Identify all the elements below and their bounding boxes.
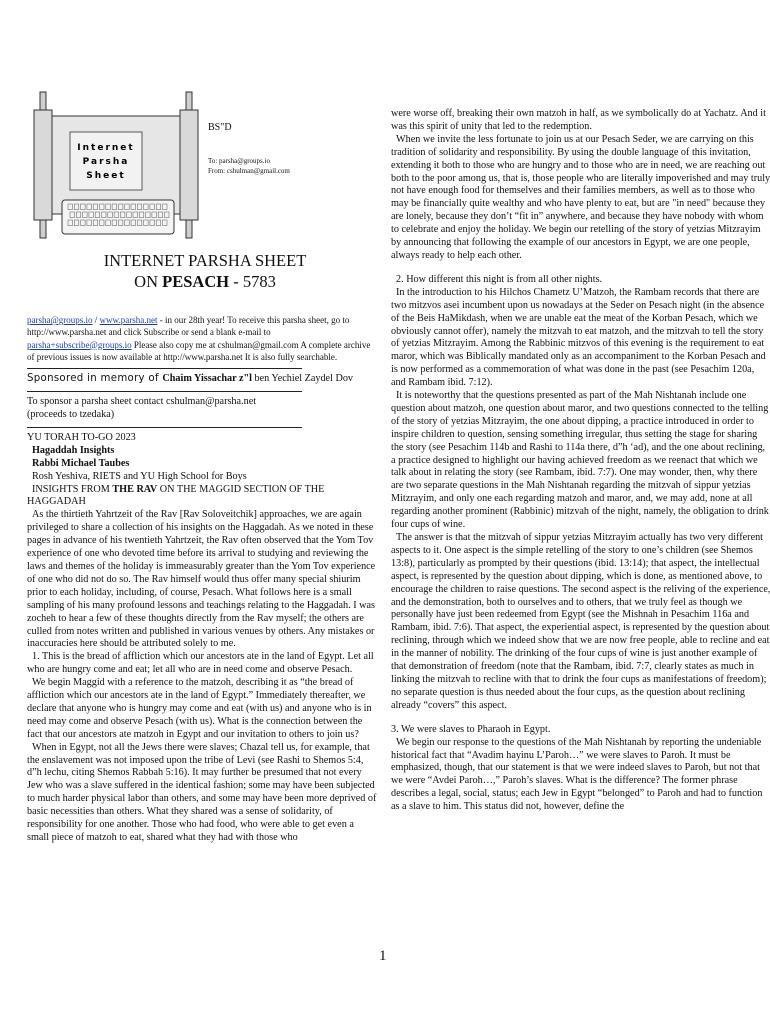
paragraph: The answer is that the mitzvah of sippur yetzias Mitzrayim actually has two very different aspects to it. One aspect is the simple retelling of the story to one’s children (see Shemos 13:8), particularly as prompted by their questions (ibid. 13:14); that aspect, the intellectual aspect, is represented by the question about dipping, which is done, as mentioned above, to encourage the children to raise questions. The second aspect is the reliving of the experience, and the demonstration, both to ourselves and to others, that we truly feel as though we personally have just been redeemed from Egypt (see the Mishnah in Pesachim 116a and Rambam, ibid. 7:6). That aspect, the experiential aspect, is represented by the question about reclining, through which we indeed show that we are now free people, able to recline and eat in the manner of nobility. The drinking of the four cups of wine is just another example of that demonstration of freedom (note that the Rambam, ibid. 7:7, clearly states as much in linking the mitzvah to recline with that to drink the four cups as manifestations of freedom); no separate question is thus needed about the four cups, as the question about reclining already “covers” this aspect. bbox=[391, 532, 770, 711]
article-subtitle: INSIGHTS FROM THE RAV ON THE MAGGID SECTION OF THE HAGGADAH bbox=[27, 483, 325, 508]
divider bbox=[27, 422, 302, 428]
paragraph: In the introduction to his Hilchos Chametz U’Matzoh, the Rambam records that there are two mitzvos asei incumbent upon us nowadays at the Seder on Pesach night (in the absence of the Beis HaMikdash, when we are unable eat the meat of the Korban Pesach, which we obviously cannot offer), namely the mitzvah to eat matzoh, and the mitzvah to tell the story of yetzias Mitzrayim. Among the Rabbinic mitzvos of this evening is the requirement to eat maror, which was Biblically mandated only as an accompaniment to the Korban Pesach and is now performed as a commemoration of what was done in the past (see Pesachim 120a, and Rambam ibid. 7:12). bbox=[391, 286, 766, 389]
author-affiliation: Rosh Yeshiva, RIETS and YU High School for Boys bbox=[32, 470, 247, 482]
paragraph: We begin our response to the questions of the Mah Nishtanah by reporting the undeniable historical fact that “Avadim hayinu L’Paroh…” we were slaves to Paroh. It must be emphasized, though, that our statement is that we were indeed slaves to Paroh, but not that we were “Avdei Paroh…,” Paroh’s slaves. What is the difference? The former phrase describes a legal, social, status; each Jew in Egypt “belonged” to Paroh and had to function as a slave to him. This status did not, however, define the bbox=[391, 736, 763, 813]
from-line: From: cshulman@gmail.com bbox=[208, 167, 290, 175]
article-author: Rabbi Michael Taubes bbox=[32, 457, 130, 469]
article-source: YU TORAH TO-GO 2023 bbox=[27, 431, 136, 443]
divider bbox=[27, 386, 302, 392]
logo-line-2: Parsha bbox=[82, 157, 130, 167]
paragraph: were worse off, breaking their own matzoh in half, as we symbolically do at Yachatz. And it was this spirit of unity that led to the redemption. bbox=[391, 108, 766, 132]
sponsor-line-1: To sponsor a parsha sheet contact cshulman@parsha.net bbox=[27, 396, 257, 408]
memory-line: Sponsored in memory of Chaim Yissachar z"l ben Yechiel Zaydel Dov bbox=[27, 373, 354, 385]
page-number: 1 bbox=[379, 948, 387, 964]
parsha-net-link[interactable]: www.parsha.net bbox=[99, 315, 158, 325]
paragraph: When we invite the less fortunate to join us at our Pesach Seder, we are carrying on this tradition of solidarity and responsibility. By using the double language of this invitation, extending it both to those who are hungry and to those who are in need, we are reaching out both to the poor among us, that is, those people who are literally impoverished and may truly not have enough food for themselves and their families members, as well as to those who may be financially quite wealthy and who have plenty to eat, but are "in need" because they are lonely, because they don’t “fit in” anywhere, and because they have nobody with whom to celebrate and enjoy the holiday. We begin our retelling of the story of yetzias Mitzrayim by announcing that following the example of our ancestors in Egypt, we are one people, always ready to help each other. bbox=[391, 133, 770, 261]
divider bbox=[27, 363, 302, 369]
page-title bbox=[60, 250, 350, 292]
subscribe-link[interactable]: parsha+subscribe@groups.io bbox=[27, 339, 132, 350]
logo-line-3: Sheet bbox=[86, 171, 126, 181]
left-column bbox=[27, 314, 377, 845]
parsha-groups-link[interactable]: parsha@groups.io bbox=[27, 315, 93, 325]
paragraph: It is noteworthy that the questions presented as part of the Mah Nishtanah include one question about matzoh, one question about maror, and two questions connected to the telling of the story of yetzias Mitzrayim, the one about dipping, a practice introduced in order to inspire children to question, sensing something irregular, thus setting the stage for sharing the story (see Pesachim 114b and Rashi to 114a there, d”h ‘ad), and the one about reclining, a practice designed to highlight our having achieved freedom as we reenact that which we talk about in relating the story (see Rambam, ibid. 7:7). One may wonder, then, why there are two separate questions in the Mah Nishtanah regarding the mitzvah of sippur yetzias Mitzrayim, and only one each regarding matzoh and maror, and, we may add, none at all regarding another prominent (Rabbinic) mitzvah of the night, namely, the obligation to drink four cups of wine. bbox=[391, 390, 769, 531]
parsha-sheet-logo bbox=[30, 90, 200, 240]
bsd-mark: BS"D bbox=[208, 122, 232, 133]
section-heading: 3. We were slaves to Pharaoh in Egypt. bbox=[391, 723, 551, 735]
right-column bbox=[391, 108, 770, 814]
section-heading: 2. How different this night is from all other nights. bbox=[396, 273, 603, 285]
logo-line-1: Internet bbox=[77, 143, 135, 153]
paragraph: 1. This is the bread of affliction which our ancestors ate in the land of Egypt. Let all who are hungry come and eat; let all who are in need come and observe Pesach. bbox=[27, 651, 374, 676]
paragraph: We begin Maggid with a reference to the matzoh, describing it as “the bread of affliction which our ancestors ate in the land of Egypt.” Immediately thereafter, we declare that anyone who is hungry may come and eat (with us) and anyone who is in need may come and observe Pesach (with us). What is the connection between the fact that our ancestors ate matzoh in Egypt and our invitation to others to join us? bbox=[27, 677, 372, 740]
sponsor-line-2: (proceeds to tzedaka) bbox=[27, 409, 115, 420]
title-parsha: PESACH bbox=[162, 272, 230, 291]
to-line: To: parsha@groups.io bbox=[208, 157, 270, 165]
article-heading: Hagaddah Insights bbox=[32, 444, 115, 456]
intro-paragraph: parsha@groups.io / www.parsha.net - in our 28th year! To receive this parsha sheet, go to http://www.parsha.net and click Subscribe or send a blank e-mail to parsha+subscribe@groups.io Please also copy me at cshulman@gmail.com A complete archive of previous issues is now available at http://www.parsha.net It is also fully searchable. bbox=[27, 315, 371, 362]
title-line-2: ON PESACH - 5783 bbox=[134, 272, 276, 291]
paragraph: When in Egypt, not all the Jews there were slaves; Chazal tell us, for example, that the enslavement was not imposed upon the tribe of Levi (see Rashi to Shemos 5:4, d”h lechu, citing Shemos Rabbah 5:16). It may further be presumed that not every Jew who was a slave suffered in the identical fashion; some may have been subjected to much harder physical labor than others, and some may have been more deprived of basic necessities than others. What they shared was a sense of solidarity, of responsibility for one another. Those who had food, who were able to get even a small piece of matzoh to eat, shared what they had with those who bbox=[27, 741, 377, 843]
paragraph: As the thirtieth Yahrtzeit of the Rav [Rav Soloveitchik] approaches, we are again privileged to share a collection of his insights on the Haggadah. As we noted in these pages in advance of his twentieth Yahrtzeit, the Rav often observed that the Yom Tov experience of one who devoted time before its arrival to studying and reviewing the laws and themes of the holiday is immeasurably greater than the Yom Tov experience of one who did not do so. The Rav himself would thus offer many special shiurim prior to each holiday, including, of course, Pesach. What follows here is a small sampling of his many profound lessons and teachings relating to the Haggadah. I was zocheh to hear a few of these thoughts directly from the Rav myself; the others are culled from notes written and published in various venues by others. Any mistakes or inaccuracies here should be attributed solely to me. bbox=[27, 509, 376, 650]
title-line-1: INTERNET PARSHA SHEET bbox=[103, 251, 307, 270]
contact-emails bbox=[208, 156, 290, 176]
